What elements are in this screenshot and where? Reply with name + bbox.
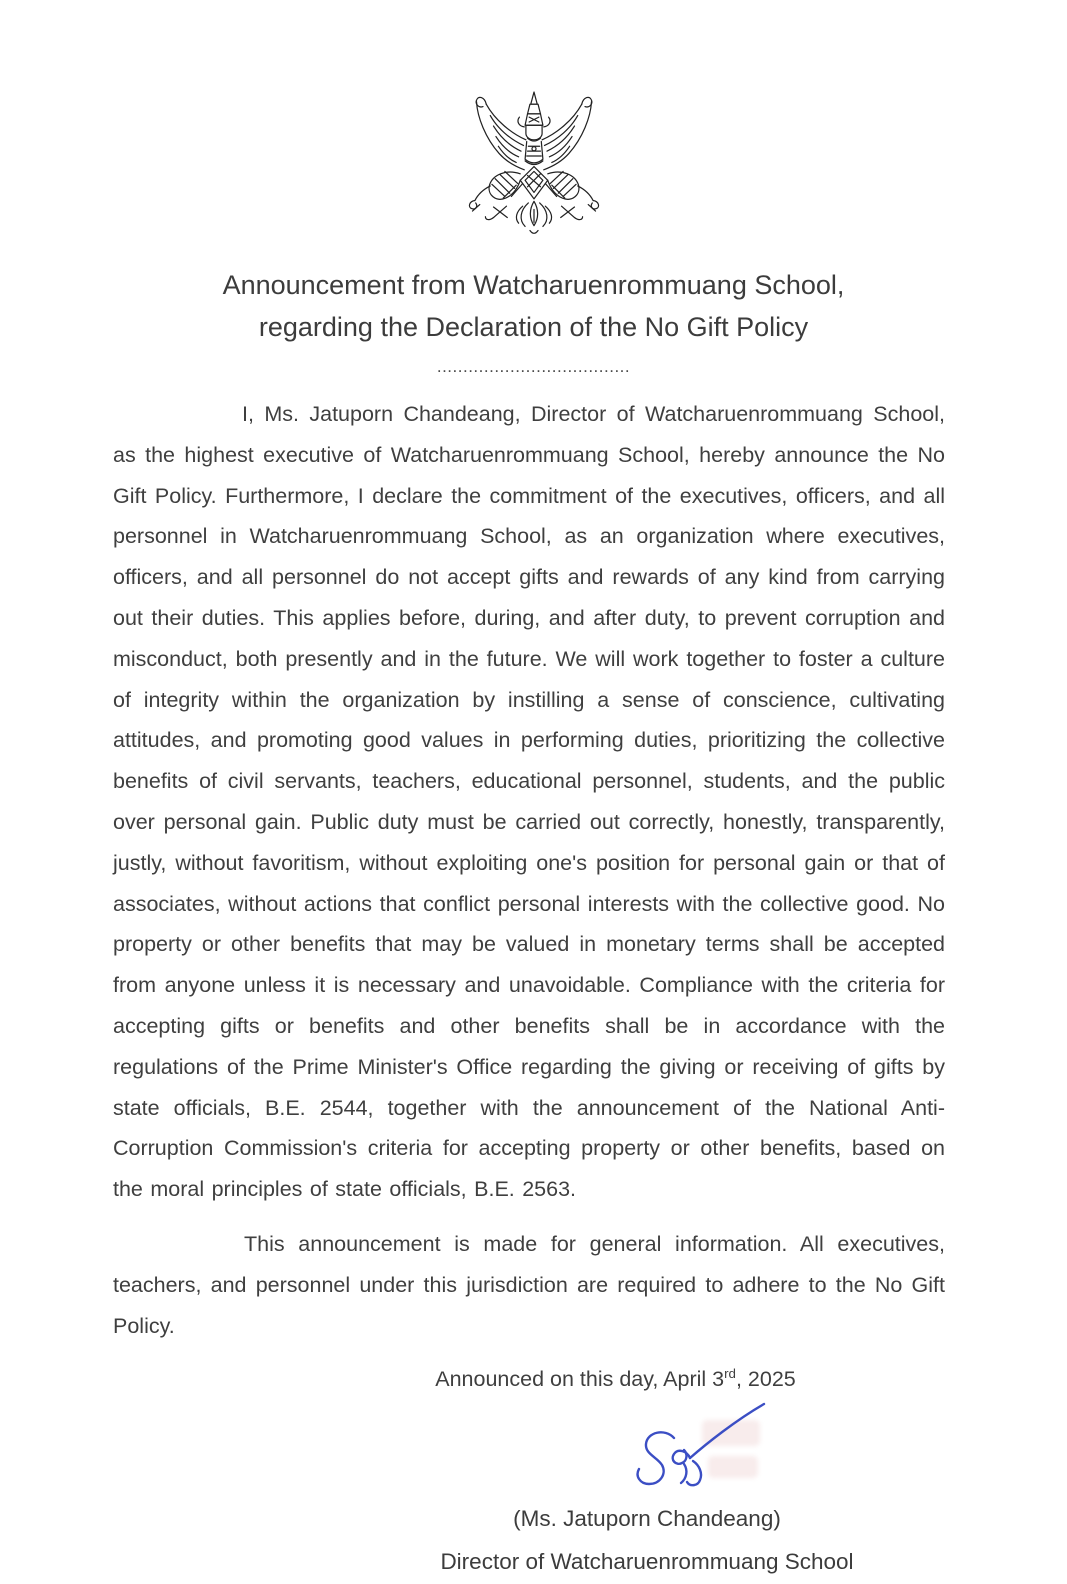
title-line-1: Announcement from Watcharuenrommuang School, (222, 270, 845, 300)
date-suffix: , 2025 (735, 1367, 796, 1392)
body-paragraph-1: I, Ms. Jatuporn Chandeang, Director of Watcharuenrommuang School, as the highest executive of Watcharuenrommuang School, hereby announce the No Gift Policy. Furthermore, I declare the commitment of the executives, officers, and all personnel in Watcharuenrommuang School, as an organization where executives, officers, and all personnel do not accept gifts and rewards of any kind from carrying out their duties. This applies before, during, and after duty, to prevent corruption and misconduct, both presently and in the future. We will work together to foster a culture of integrity within the organization by instilling a sense of conscience, cultivating attitudes, and promoting good values in performing duties, prioritizing the collective benefits of civil servants, teachers, educational personnel, students, and the public over personal gain. Public duty must be carried out correctly, honestly, transparently, justly, without favoritism, without exploiting one's position for personal gain or that of associates, without actions that conflict personal interests with the collective good. No property or other benefits that may be valued in monetary terms shall be accepted from anyone unless it is necessary and unavoidable. Compliance with the criteria for accepting gifts or benefits and other benefits shall be in accordance with the regulations of the Prime Minister's Office regarding the giving or receiving of gifts by state officials, B.E. 2544, together with the announcement of the National Anti-Corruption Commission's criteria for accepting property or other benefits, based on the moral principles of state officials, B.E. 2563. (113, 402, 945, 1202)
date-ordinal: rd (724, 1366, 736, 1382)
handwritten-signature (604, 1398, 774, 1508)
signatory-block (227, 1498, 1067, 1584)
signatory-title: Director of Watcharuenrommuang School (440, 1549, 854, 1575)
dotted-divider: ..................................... (436, 357, 631, 376)
date-prefix: Announced on this day, April 3 (435, 1367, 725, 1392)
emblem-container (0, 0, 1067, 258)
signature-area (0, 1404, 1067, 1498)
document-title (0, 264, 1067, 348)
title-line-2: regarding the Declaration of the No Gift Policy (258, 312, 809, 342)
body-paragraph-2: This announcement is made for general information. All executives, teachers, and personnel under this jurisdiction are required to adhere to the No Gift Policy. (113, 1231, 945, 1338)
garuda-emblem-icon (453, 88, 615, 258)
signatory-name: (Ms. Jatuporn Chandeang) (513, 1506, 781, 1532)
announcement-date (82, 1358, 1067, 1400)
